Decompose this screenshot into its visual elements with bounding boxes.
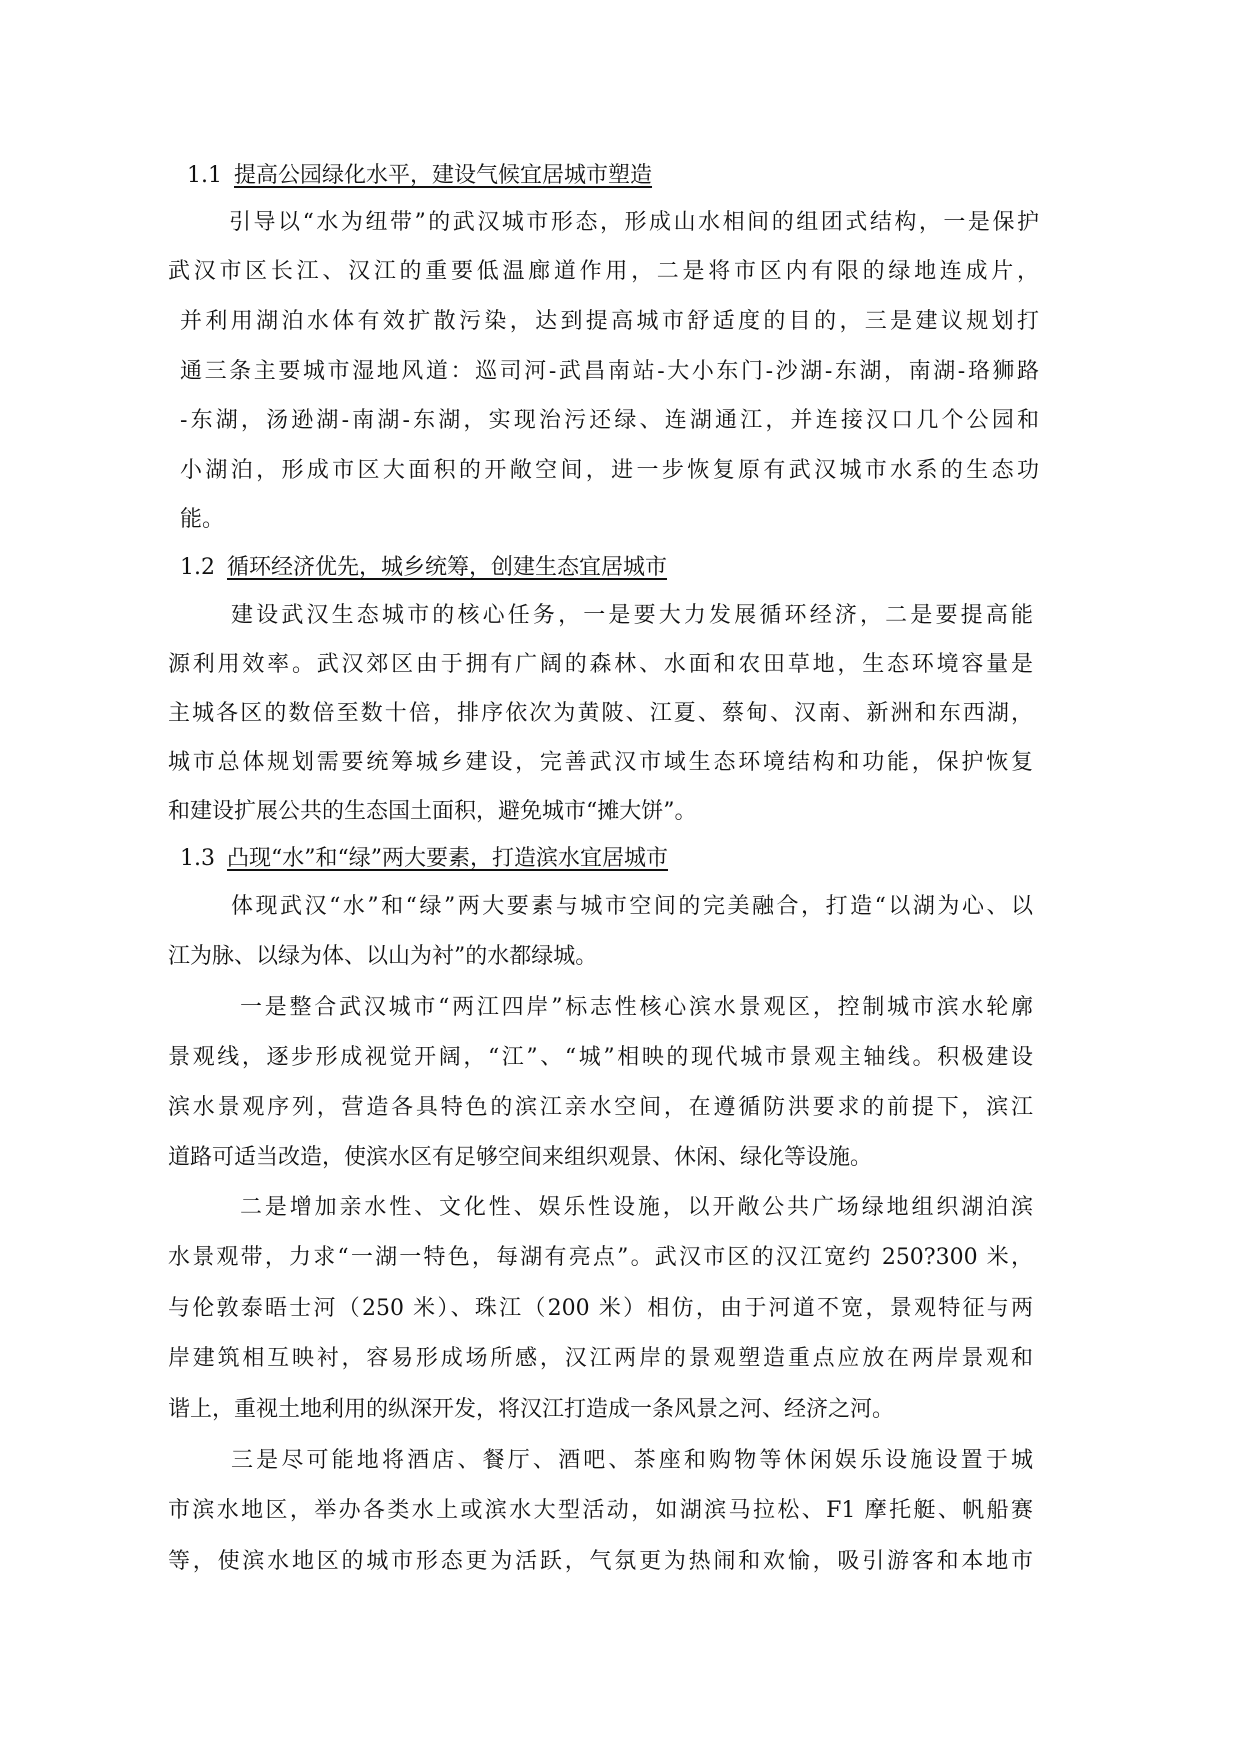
body-text-line: 景观线，逐步形成视觉开阔，“江”、“城”相映的现代城市景观主轴线。积极建设 (168, 1045, 1033, 1070)
section-title: 循环经济优先，城乡统筹，创建生态宜居城市 (227, 555, 668, 580)
body-text-line: 一是整合武汉城市“两江四岸”标志性核心滨水景观区，控制城市滨水轮廓 (240, 995, 1033, 1020)
section-heading-1-3 (180, 844, 668, 874)
section-number: 1.1 (187, 163, 222, 188)
section-title: 凸现“水”和“绿”两大要素，打造滨水宜居城市 (227, 846, 668, 871)
body-text-line: 建设武汉生态城市的核心任务，一是要大力发展循环经济，二是要提高能 (231, 603, 1033, 628)
body-text-line: 城市总体规划需要统筹城乡建设，完善武汉市域生态环境结构和功能，保护恢复 (168, 750, 1033, 775)
body-text-line: 道路可适当改造，使滨水区有足够空间来组织观景、休闲、绿化等设施。 (168, 1145, 873, 1170)
body-text-line: 主城各区的数倍至数十倍，排序依次为黄陂、江夏、蔡甸、汉南、新洲和东西湖， (168, 701, 1033, 726)
body-text-line: 与伦敦泰晤士河（250 米）、珠江（200 米）相仿，由于河道不宽，景观特征与两 (168, 1296, 1033, 1321)
section-heading-1-2 (180, 553, 667, 583)
body-text-line: 引导以“水为纽带”的武汉城市形态，形成山水相间的组团式结构，一是保护 (229, 210, 1039, 235)
body-text-line: 岸建筑相互映衬，容易形成场所感，汉江两岸的景观塑造重点应放在两岸景观和 (168, 1346, 1033, 1371)
body-text-line: 水景观带，力求“一湖一特色，每湖有亮点”。武汉市区的汉江宽约 250?300 米， (168, 1245, 1033, 1270)
body-text-line: 源利用效率。武汉郊区由于拥有广阔的森林、水面和农田草地，生态环境容量是 (168, 652, 1033, 677)
body-text-line: 二是增加亲水性、文化性、娱乐性设施，以开敞公共广场绿地组织湖泊滨 (240, 1195, 1033, 1220)
body-text-line: 等，使滨水地区的城市形态更为活跃，气氛更为热闹和欢愉，吸引游客和本地市 (168, 1549, 1033, 1574)
section-number: 1.3 (180, 846, 215, 871)
section-number: 1.2 (180, 555, 215, 580)
body-text-line: 和建设扩展公共的生态国土面积，避免城市“摊大饼”。 (168, 799, 697, 824)
body-text-line: 小湖泊，形成市区大面积的开敞空间，进一步恢复原有武汉城市水系的生态功 (180, 458, 1039, 483)
body-text-line: 江为脉、以绿为体、以山为衬”的水都绿城。 (168, 944, 598, 969)
body-text-line: 能。 (180, 507, 225, 532)
body-text-line: -东湖，汤逊湖-南湖-东湖，实现治污还绿、连湖通江，并连接汉口几个公园和 (180, 408, 1039, 433)
body-text-line: 并利用湖泊水体有效扩散污染，达到提高城市舒适度的目的，三是建议规划打 (180, 309, 1039, 334)
section-title: 提高公园绿化水平，建设气候宜居城市塑造 (234, 163, 653, 188)
body-text-line: 三是尽可能地将酒店、餐厅、酒吧、茶座和购物等休闲娱乐设施设置于城 (231, 1448, 1033, 1473)
body-text-line: 通三条主要城市湿地风道：巡司河-武昌南站-大小东门-沙湖-东湖，南湖-珞狮路 (180, 359, 1039, 384)
body-text-line: 体现武汉“水”和“绿”两大要素与城市空间的完美融合，打造“以湖为心、以 (231, 894, 1033, 919)
body-text-line: 谐上，重视土地利用的纵深开发，将汉江打造成一条风景之河、经济之河。 (168, 1397, 895, 1422)
section-heading-1-1 (187, 161, 652, 191)
body-text-line: 滨水景观序列，营造各具特色的滨江亲水空间，在遵循防洪要求的前提下，滨江 (168, 1095, 1033, 1120)
body-text-line: 市滨水地区，举办各类水上或滨水大型活动，如湖滨马拉松、F1 摩托艇、帆船赛 (168, 1498, 1033, 1523)
body-text-line: 武汉市区长江、汉江的重要低温廊道作用，二是将市区内有限的绿地连成片， (168, 259, 1039, 284)
